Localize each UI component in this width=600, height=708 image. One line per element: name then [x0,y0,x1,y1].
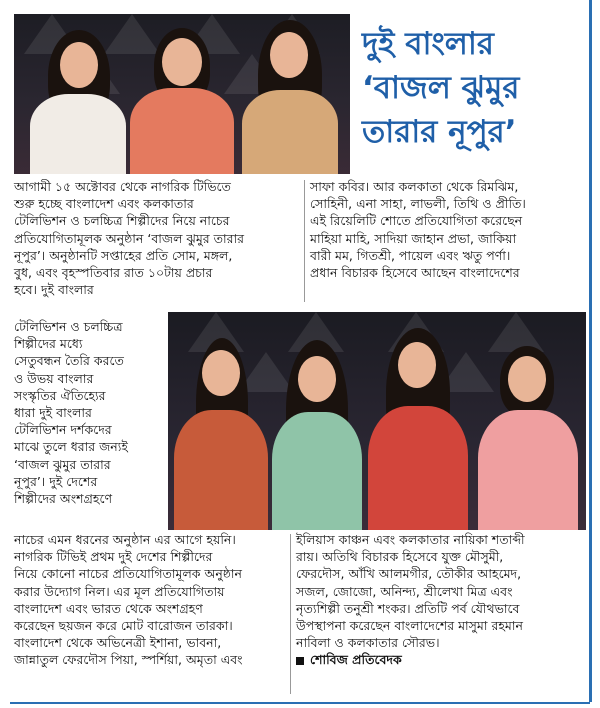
text-line: টেলিভিশন ও চলচ্চিত্র শিল্পীদের নিয়ে নাচের [14,213,230,229]
text-line: এই রিয়েলিটি শোতে প্রতিযোগিতা করেছেন [310,213,523,229]
text-line: বুধ, এবং বৃহস্পতিবার রাত ১০টায় প্রচার [14,265,213,281]
text-line: নূপুর’। অনুষ্ঠানটি সপ্তাহের প্রতি সোম, মঙ্গল, [14,247,233,263]
text-line: সজল, জোজো, অনিন্দ্য, শ্রীলেখা মিত্র এবং [296,583,513,599]
text-line: নৃত্যশিল্পী তনুশ্রী শংকর। প্রতিটি পর্ব যৌথভাবে [296,600,520,616]
column-rule [290,534,291,694]
text-line: করার উদ্যোগ নিল। এর মূল প্রতিযোগিতায় [14,583,225,599]
article-bottom-right [296,531,588,669]
headline-line-2: ‘বাজল ঝুমুর [362,70,520,106]
text-line: জান্নাতুল ফেরদৌস পিয়া, স্পর্শিয়া, অমৃতা এবং [14,652,243,668]
text-line: শুরু হচ্ছে বাংলাদেশ এবং কলকাতার [14,196,194,212]
text-line: মাহিয়া মাহি, সাদিয়া জাহান প্রভা, জাকিয়া [310,230,517,246]
text-line: আগামী ১৫ অক্টোবর থেকে নাগরিক টিভিতে [14,179,231,194]
text-line: বাংলাদেশ এবং ভারত থেকে অংশগ্রহণ [14,600,203,616]
byline [296,651,588,668]
frame-bottom-rule [10,702,590,704]
text-line: শিল্পীদের অংশগ্রহণে [14,491,113,507]
text-line: নাচের এমন ধরনের অনুষ্ঠান এর আগে হয়নি। [14,532,236,547]
text-line: ও উভয় বাংলার [14,370,94,386]
text-line: বারী মম, গিতশ্রী, পায়েল এবং ঋতু পর্ণা। [310,247,511,263]
text-line: প্রধান বিচারক হিসেবে আছেন বাংলাদেশের [310,265,520,281]
text-line: শিল্পীদের মধ্যে [14,336,83,352]
text-line: সেতুবন্ধন তৈরি করতে [14,353,124,369]
text-line: নাবিলা ও কলকাতার সৌরভ। [296,635,440,651]
headline [362,22,582,154]
text-line: ইলিয়াস কাঞ্চন এবং কলকাতার নায়িকা শতাব্দী [296,532,525,547]
text-line: সংস্কৃতির ঐতিহ্যের [14,387,106,403]
byline-square-icon [296,657,304,665]
text-line: হবে। দুই বাংলার [14,282,94,298]
article-col1-narrow [14,318,162,507]
column-rule [304,180,305,302]
text-line: নাগরিক টিভিই প্রথম দুই দেশের শিল্পীদের [14,549,213,565]
text-line: নিয়ে কোনো নাচের প্রতিযোগিতামূলক অনুষ্ঠান [14,566,243,582]
text-line: সোহিনী, এনা সাহা, লাভলী, তিথি ও প্রীতি। [310,196,526,212]
text-line: টেলিভিশন দর্শকদের [14,422,112,438]
frame-right-rule [589,0,592,702]
byline-text: শোবিজ প্রতিবেদক [310,652,402,668]
text-line: টেলিভিশন ও চলচ্চিত্র [14,319,123,334]
text-line: ‘বাজল ঝুমুর তারার [14,456,111,472]
text-line: করেছেন ছয়জন করে মোট বারোজন তারকা। [14,618,233,634]
text-line: মাঝে তুলে ধরার জন্যই [14,439,128,455]
text-line: ধারা দুই বাংলার [14,405,92,421]
text-line: নূপুর’। দুই দেশের [14,473,98,489]
text-line: প্রতিযোগিতামূলক অনুষ্ঠান ‘বাজল ঝুমুর তারার [14,230,245,246]
contestants-photo [168,312,586,530]
text-line: উপস্থাপনা করেছেন বাংলাদেশের মাসুমা রহমান [296,618,523,634]
article-col1-top [14,178,298,298]
top-photo-three-actresses [14,14,350,174]
text-line: রায়। অতিথি বিচারক হিসেবে যুক্ত মৌসুমী, [296,549,504,565]
text-line: ফেরদৌস, আঁখি আলমগীর, তৌকীর আহমেদ, [296,566,522,582]
headline-line-1: দুই বাংলার [362,26,494,62]
article-bottom-left [14,531,284,669]
text-line: সাফা কবির। আর কলকাতা থেকে রিমঝিম, [310,179,519,194]
article-col2-top [310,178,588,281]
text-line: বাংলাদেশ থেকে অভিনেত্রী ইশানা, ভাবনা, [14,635,222,651]
headline-line-3: তারার নূপুর’ [362,114,517,150]
